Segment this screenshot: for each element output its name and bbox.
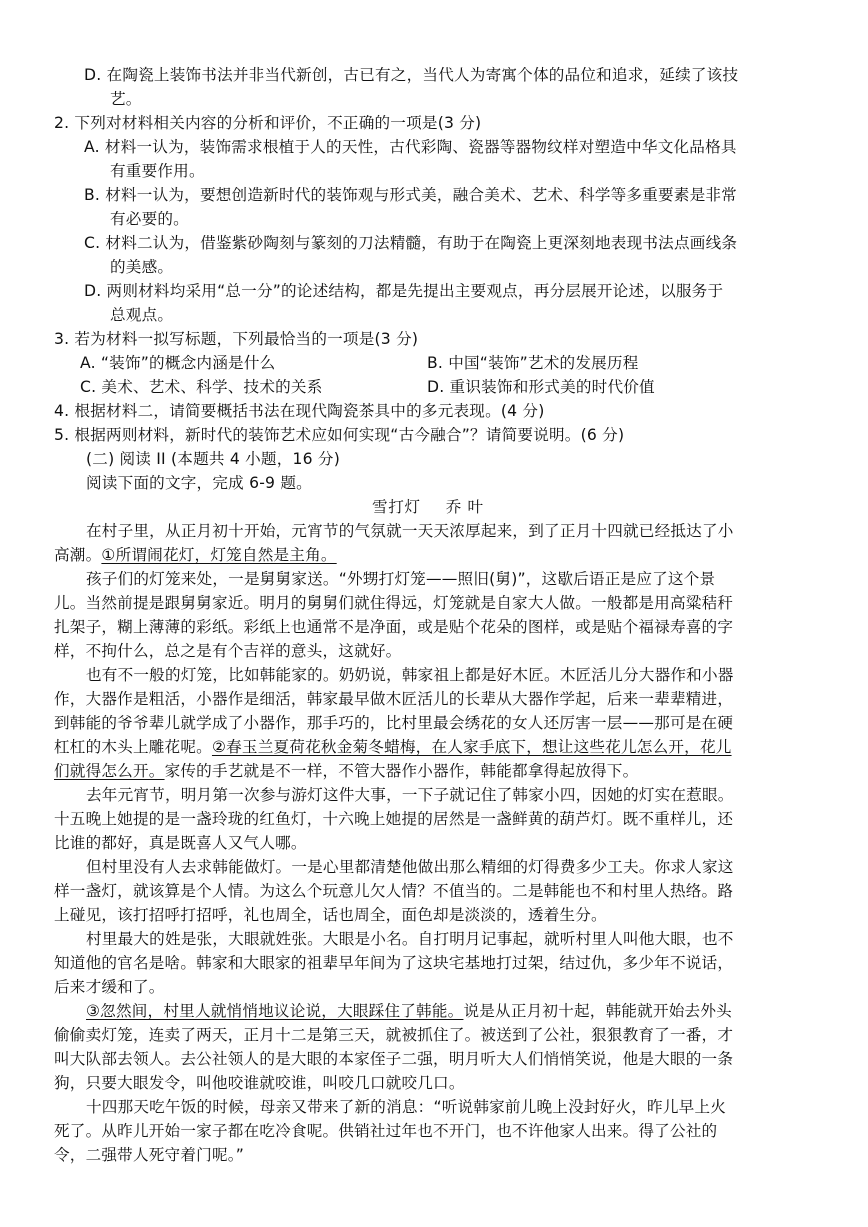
q3-option-d: D. 重识装饰和形式美的时代价值 bbox=[427, 378, 655, 396]
story-text: 杠杠的木头上雕花呢。 bbox=[54, 738, 212, 756]
q2-option-d-line2: 总观点。 bbox=[110, 306, 174, 324]
story-p8-line1: 十四那天吃午饭的时候，母亲又带来了新的消息：“听说韩家前儿晚上没封好火，昨儿早上火 bbox=[86, 1098, 727, 1116]
section2-instruction: 阅读下面的文字，完成 6-9 题。 bbox=[86, 474, 312, 492]
story-p3-line5 bbox=[54, 760, 638, 782]
underlined-sentence-2: ②春玉兰夏荷花秋金菊冬蜡梅，在人家手底下，想让这些花儿怎么开，花儿 bbox=[211, 738, 732, 756]
story-p2-line1: 孩子们的灯笼来处，一是舅舅家送。“外甥打灯笼——照旧(舅)”，这歇后语正是应了这个景 bbox=[86, 570, 716, 588]
story-p4-line3: 比谁的都好，真是既喜人又气人哪。 bbox=[54, 834, 307, 852]
story-p4-line2: 十五晚上她提的是一盏玲珑的红鱼灯，十六晚上她提的居然是一盏鲜黄的葫芦灯。既不重样儿，还 bbox=[54, 810, 734, 828]
underlined-sentence-1: ①所谓闹花灯，灯笼自然是主角。 bbox=[101, 546, 337, 564]
q3-option-c: C. 美术、艺术、科学、技术的关系 bbox=[80, 378, 323, 396]
story-p8-line3: 令，二强带人死守着门呢。” bbox=[54, 1146, 245, 1164]
story-p1-line2 bbox=[54, 544, 337, 566]
story-p4-line1: 去年元宵节，明月第一次参与游灯这件大事，一下子就记住了韩家小四，因她的灯实在惹眼。 bbox=[86, 786, 734, 804]
q2-option-d-line1: D. 两则材料均采用“总一分”的论述结构，都是先提出主要观点，再分层展开论述，以服务于 bbox=[84, 282, 724, 300]
q2-option-c-line2: 的美感。 bbox=[110, 258, 174, 276]
underlined-sentence-3: ③忽然间，村里人就悄悄地议论说，大眼踩住了韩能。 bbox=[86, 1002, 464, 1020]
story-p5-line1: 但村里没有人去求韩能做灯。一是心里都清楚他做出那么精细的灯得费多少工夫。你求人家这 bbox=[86, 858, 734, 876]
q2-stem: 2. 下列对材料相关内容的分析和评价，不正确的一项是(3 分) bbox=[54, 114, 482, 132]
story-p7-line3: 叫大队部去领人。去公社领人的是大眼的本家侄子二强，明月听大人们悄悄笑说，他是大眼的一条 bbox=[54, 1050, 734, 1068]
story-text: 高潮。 bbox=[54, 546, 102, 564]
story-p6-line1: 村里最大的姓是张，大眼就姓张。大眼是小名。自打明月记事起，就听村里人叫他大眼，也不 bbox=[86, 930, 734, 948]
q2-option-b-line2: 有必要的。 bbox=[110, 210, 189, 228]
story-title bbox=[372, 496, 484, 518]
q2-option-a-line2: 有重要作用。 bbox=[110, 162, 205, 180]
q4-stem: 4. 根据材料二，请简要概括书法在现代陶瓷茶具中的多元表现。(4 分) bbox=[54, 402, 545, 420]
story-p3-line3: 到韩能的爷爷辈儿就学成了小器作，那手巧的，比村里最会绣花的女人还厉害一层——那可是在硬 bbox=[54, 714, 734, 732]
story-p6-line2: 知道他的官名是啥。韩家和大眼家的祖辈早年间为了这块宅基地打过架，结过仇，多少年不说话， bbox=[54, 954, 734, 972]
q1-option-d-line2: 艺。 bbox=[110, 90, 142, 108]
underlined-sentence-2-cont: 们就得怎么开。 bbox=[54, 762, 165, 780]
story-p2-line2: 儿。当然前提是跟舅舅家近。明月的舅舅们就住得远，灯笼就是自家大人做。一般都是用高粱秸秆 bbox=[54, 594, 734, 612]
story-p7-line4: 狗，只要大眼发令，叫他咬谁就咬谁，叫咬几口就咬几口。 bbox=[54, 1074, 465, 1092]
q2-option-b-line1: B. 材料一认为，要想创造新时代的装饰观与形式美，融合美术、艺术、科学等多重要素是非常 bbox=[84, 186, 737, 204]
q1-option-d-line1: D. 在陶瓷上装饰书法并非当代新创，古已有之，当代人为寄寓个体的品位和追求，延续了该技 bbox=[84, 66, 739, 84]
story-p1-line1: 在村子里，从正月初十开始，元宵节的气氛就一天天浓厚起来，到了正月十四就已经抵达了小 bbox=[86, 522, 734, 540]
q2-option-a-line1: A. 材料一认为，装饰需求根植于人的天性，古代彩陶、瓷器等器物纹样对塑造中华文化品格具 bbox=[84, 138, 737, 156]
q3-stem: 3. 若为材料一拟写标题，下列最恰当的一项是(3 分) bbox=[54, 330, 419, 348]
section2-heading: (二) 阅读 II (本题共 4 小题，16 分) bbox=[86, 450, 340, 468]
story-p3-line2: 作，大器作是粗活，小器作是细活，韩家最早做木匠活儿的长辈从大器作学起，后来一辈辈精进， bbox=[54, 690, 734, 708]
story-p5-line3: 上碰见，该打招呼打招呼，礼也周全，话也周全，面色却是淡淡的，透着生分。 bbox=[54, 906, 607, 924]
q5-stem: 5. 根据两则材料，新时代的装饰艺术应如何实现“古今融合”？请简要说明。(6 分) bbox=[54, 426, 625, 444]
story-p3-line4 bbox=[54, 736, 732, 758]
story-p2-line4: 样，不拘什么，总之是有个吉祥的意头，这就好。 bbox=[54, 642, 402, 660]
q3-option-a: A. “装饰”的概念内涵是什么 bbox=[80, 354, 276, 372]
story-text: 说是从正月初十起，韩能就开始去外头 bbox=[463, 1002, 732, 1020]
story-p8-line2: 死了。从昨儿开始一家子都在吃冷食呢。供销社过年也不开门，也不许他家人出来。得了公社的 bbox=[54, 1122, 718, 1140]
story-p7-line1 bbox=[86, 1000, 732, 1022]
story-p2-line3: 扎架子，糊上薄薄的彩纸。彩纸上也通常不是净面，或是贴个花朵的图样，或是贴个福禄寿喜的字 bbox=[54, 618, 734, 636]
story-p6-line3: 后来才缓和了。 bbox=[54, 978, 165, 996]
story-p5-line2: 样一盏灯，就该算是个人情。为这么个玩意儿欠人情？不值当的。二是韩能也不和村里人热络。路 bbox=[54, 882, 734, 900]
story-text: 家传的手艺就是不一样，不管大器作小器作，韩能都拿得起放得下。 bbox=[164, 762, 639, 780]
q2-option-c-line1: C. 材料二认为，借鉴紫砂陶刻与篆刻的刀法精髓，有助于在陶瓷上更深刻地表现书法点画线条 bbox=[84, 234, 738, 252]
story-p3-line1: 也有不一般的灯笼，比如韩能家的。奶奶说，韩家祖上都是好木匠。木匠活儿分大器作和小器 bbox=[86, 666, 734, 684]
q3-option-b: B. 中国“装饰”艺术的发展历程 bbox=[427, 354, 639, 372]
story-p7-line2: 偷偷卖灯笼，连卖了两天，正月十二是第三天，就被抓住了。被送到了公社，狠狠教育了一番，才 bbox=[54, 1026, 734, 1044]
story-title-text: 雪打灯 bbox=[372, 498, 421, 516]
story-author: 乔 叶 bbox=[445, 498, 484, 516]
